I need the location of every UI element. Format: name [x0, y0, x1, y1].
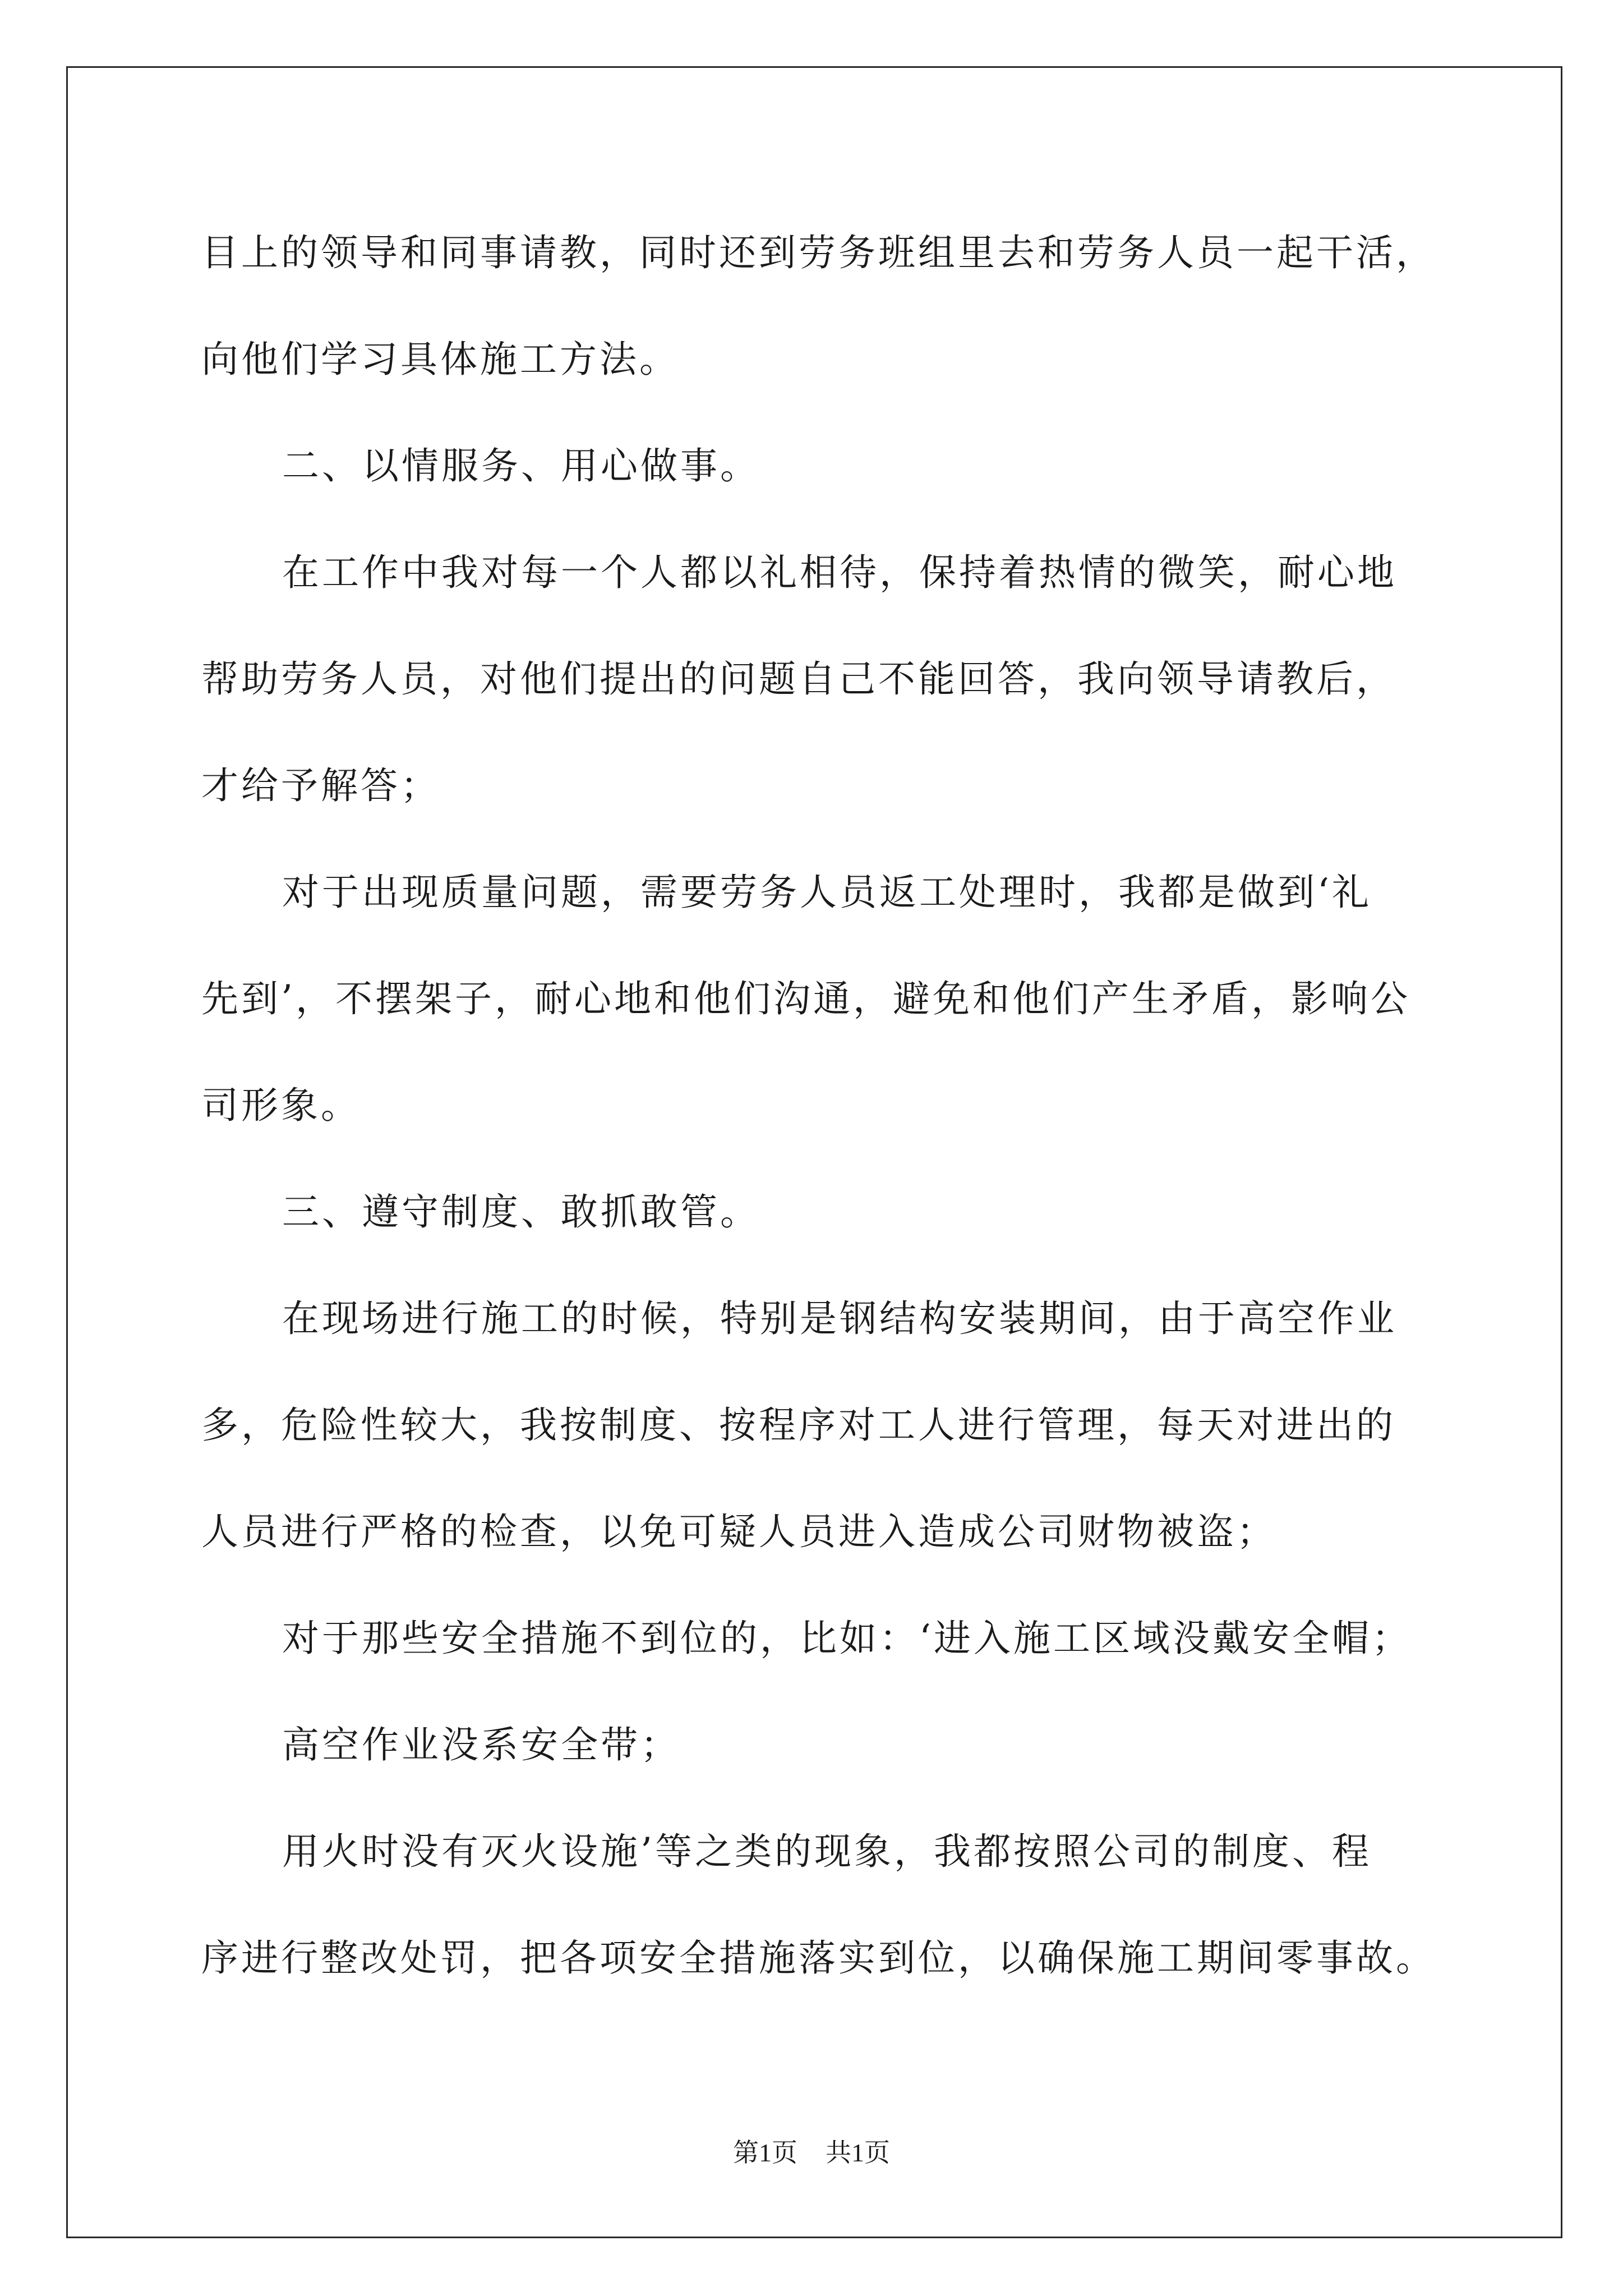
section-heading — [201, 1159, 1491, 1266]
paragraph — [201, 200, 1491, 413]
text-line: 才给予解答； — [201, 764, 440, 807]
text-line: 三、遵守制度、敢抓敢管。 — [282, 1190, 760, 1234]
paragraph — [201, 839, 1491, 1159]
page-number: 第1页 — [733, 2138, 797, 2167]
paragraph — [201, 1692, 1491, 1798]
paragraph — [201, 1585, 1491, 1692]
paragraph — [201, 1266, 1491, 1585]
text-line: 序进行整改处罚，把各项安全措施落实到位，以确保施工期间零事故。 — [201, 1936, 1436, 1980]
page-total: 共1页 — [826, 2138, 890, 2167]
text-line: 在工作中我对每一个人都以礼相待，保持着热情的微笑，耐心地 — [282, 551, 1397, 594]
paragraph — [201, 519, 1491, 839]
text-line: 对于出现质量问题，需要劳务人员返工处理时，我都是做到‘礼 — [282, 871, 1372, 914]
text-line: 对于那些安全措施不到位的，比如：‘进入施工区域没戴安全帽； — [282, 1617, 1412, 1660]
text-line: 向他们学习具体施工方法。 — [201, 338, 679, 381]
text-line: 用火时没有灭火设施’等之类的现象，我都按照公司的制度、程 — [282, 1830, 1372, 1873]
paragraph — [201, 1798, 1491, 2012]
page-footer — [0, 2136, 1623, 2170]
text-line: 目上的领导和同事请教，同时还到劳务班组里去和劳务人员一起干活， — [201, 231, 1436, 274]
text-line: 先到’，不摆架子，耐心地和他们沟通，避免和他们产生矛盾，影响公 — [201, 977, 1410, 1020]
text-line: 人员进行严格的检查，以免可疑人员进入造成公司财物被盗； — [201, 1510, 1276, 1553]
document-body — [201, 200, 1491, 2012]
text-line: 高空作业没系安全带； — [282, 1723, 680, 1766]
text-line: 司形象。 — [201, 1084, 361, 1127]
section-heading — [201, 413, 1491, 519]
text-line: 在现场进行施工的时候，特别是钢结构安装期间，由于高空作业 — [282, 1297, 1397, 1340]
text-line: 二、以情服务、用心做事。 — [282, 444, 760, 487]
text-line: 帮助劳务人员，对他们提出的问题自己不能回答，我向领导请教后， — [201, 657, 1396, 701]
text-line: 多，危险性较大，我按制度、按程序对工人进行管理，每天对进出的 — [201, 1404, 1396, 1447]
